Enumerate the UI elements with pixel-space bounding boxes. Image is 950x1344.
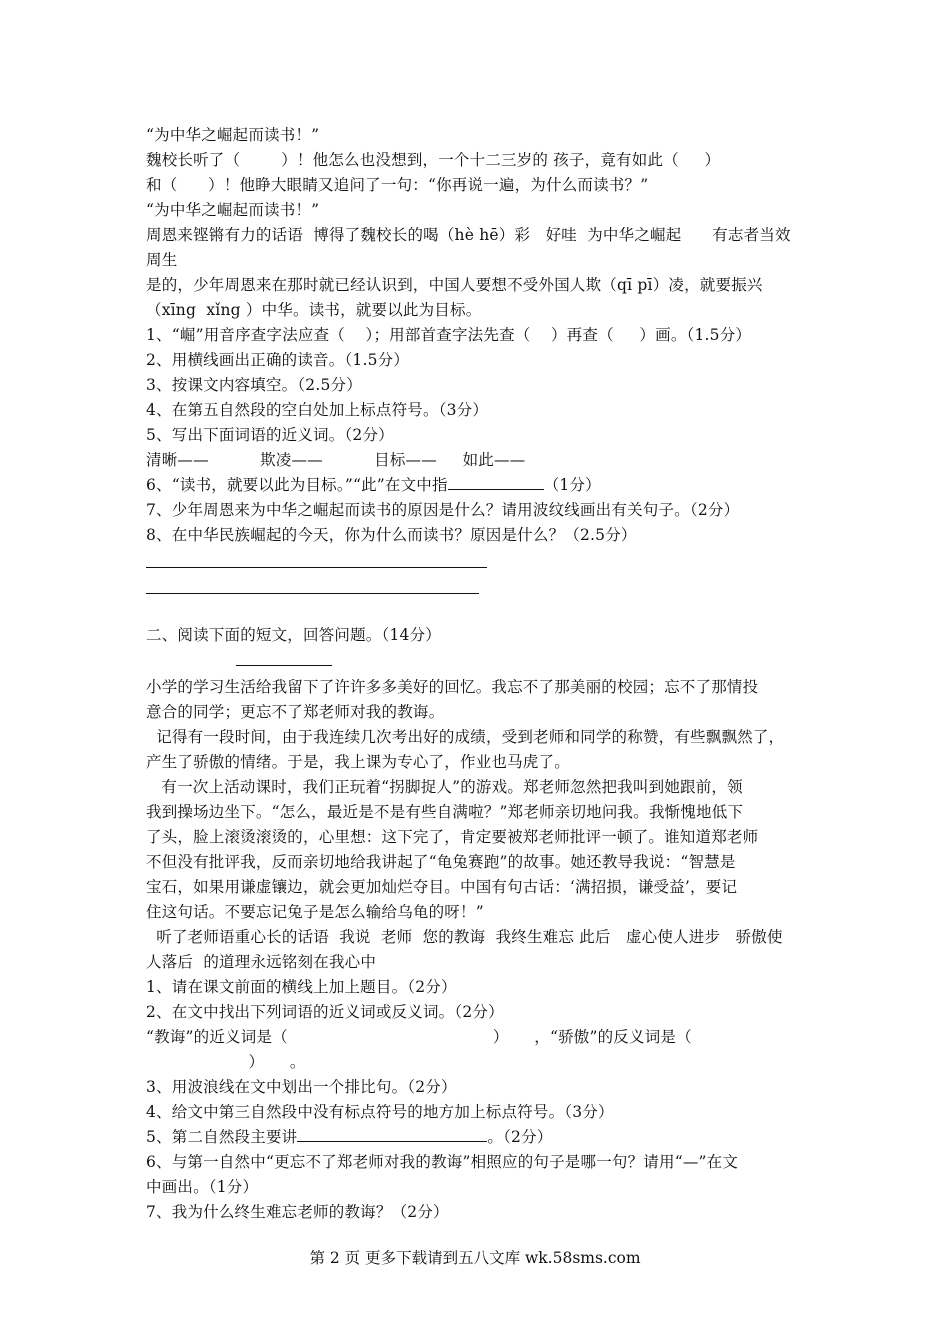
- s2-question-2-blanks-cont: ） 。: [146, 1053, 306, 1071]
- s2-question-2-blanks: “教诲”的近义词是（ ） ，“骄傲”的反义词是（: [146, 1028, 692, 1046]
- question-3: 3、按课文内容填空。（2.5分）: [146, 376, 362, 394]
- passage-line: 周恩来铿锵有力的话语 博得了魏校长的喝（hè hē）彩 好哇 为中华之崛起 有志者当效: [146, 226, 791, 244]
- synonym-words: 清晰—— 欺凌—— 目标—— 如此——: [146, 451, 526, 469]
- title-blank[interactable]: [236, 665, 332, 666]
- s2-question-6: 6、与第一自然中“更忘不了郑老师对我的教诲”相照应的句子是哪一句？请用“—”在文: [146, 1153, 739, 1171]
- passage-line: 小学的学习生活给我留下了许许多多美好的回忆。我忘不了那美丽的校园；忘不了那情投: [146, 678, 759, 696]
- passage-line: 住这句话。不要忘记兔子是怎么输给乌龟的呀！”: [146, 903, 484, 921]
- passage-line: 我到操场边坐下。“怎么，最近是不是有些自满啦？”郑老师亲切地问我。我惭愧地低下: [146, 803, 744, 821]
- passage-line: 听了老师语重心长的话语 我说 老师 您的教诲 我终生难忘 此后 虚心使人进步 骄傲使: [146, 928, 783, 946]
- passage-line: 产生了骄傲的情绪。于是，我上课为专心了，作业也马虎了。: [146, 753, 570, 771]
- passage-line: 魏校长听了（ ）！他怎么也没想到，一个十二三岁的 孩子，竟有如此（ ）: [146, 151, 721, 169]
- section-2-heading: 二、阅读下面的短文，回答问题。（14分）: [146, 626, 441, 644]
- passage-line: 宝石，如果用谦虚镶边，就会更加灿烂夺目。中国有句古话：‘满招损，谦受益’，要记: [146, 878, 738, 896]
- s2-question-4: 4、给文中第三自然段中没有标点符号的地方加上标点符号。（3分）: [146, 1103, 614, 1121]
- passage-line: 和（ ）！他睁大眼睛又追问了一句：“你再说一遍，为什么而读书？”: [146, 176, 649, 194]
- question-4: 4、在第五自然段的空白处加上标点符号。（3分）: [146, 401, 489, 419]
- answer-line[interactable]: [146, 593, 479, 594]
- passage-line: 了头，脸上滚烫滚烫的，心里想：这下完了，肯定要被郑老师批评一顿了。谁知道郑老师: [146, 828, 759, 846]
- answer-blank[interactable]: [448, 474, 544, 490]
- passage-line: “为中华之崛起而读书！”: [146, 201, 320, 219]
- passage-line: 记得有一段时间，由于我连续几次考出好的成绩，受到老师和同学的称赞，有些飘飘然了，: [146, 728, 785, 746]
- s2-question-7: 7、我为什么终生难忘老师的教诲？（2分）: [146, 1203, 449, 1221]
- question-5: 5、写出下面词语的近义词。（2分）: [146, 426, 394, 444]
- page-footer: 第 2 页 更多下载请到五八文库 wk.58sms.com: [309, 1249, 641, 1267]
- question-2: 2、用横线画出正确的读音。（1.5分）: [146, 351, 410, 369]
- question-1: 1、“崛”用音序查字法应查（ ）；用部首查字法先查（ ）再查（ ）画。（1.5分）: [146, 326, 752, 344]
- question-8: 8、在中华民族崛起的今天，你为什么而读书？原因是什么？（2.5分）: [146, 526, 637, 544]
- passage-line: 不但没有批评我，反而亲切地给我讲起了“龟兔赛跑”的故事。她还教导我说：“智慧是: [146, 853, 736, 871]
- question-6-prefix: 6、“读书，就要以此为目标。”“此”在文中指: [146, 476, 448, 494]
- answer-blank[interactable]: [297, 1126, 487, 1142]
- s2-question-1: 1、请在课文前面的横线上加上题目。（2分）: [146, 978, 457, 996]
- question-6: [146, 474, 601, 496]
- s2-question-6-cont: 中画出。（1分）: [146, 1178, 259, 1196]
- passage-line: 有一次上活动课时，我们正玩着“拐脚捉人”的游戏。郑老师忽然把我叫到她跟前，领: [146, 778, 743, 796]
- s2-question-5: [146, 1126, 553, 1148]
- passage-line: 周生: [146, 251, 178, 269]
- s2-question-5-prefix: 5、第二自然段主要讲: [146, 1128, 298, 1146]
- s2-question-3: 3、用波浪线在文中划出一个排比句。（2分）: [146, 1078, 457, 1096]
- answer-line[interactable]: [146, 567, 487, 568]
- s2-question-5-suffix: 。（2分）: [487, 1128, 553, 1146]
- question-6-suffix: （1分）: [543, 476, 601, 494]
- passage-line: 是的，少年周恩来在那时就已经认识到，中国人要想不受外国人欺（qī pī）凌，就要振兴: [146, 276, 763, 294]
- passage-line: 人落后 的道理永远铭刻在我心中: [146, 953, 377, 971]
- passage-line: 意合的同学；更忘不了郑老师对我的教诲。: [146, 703, 445, 721]
- question-7: 7、少年周恩来为中华之崛起而读书的原因是什么？请用波纹线画出有关句子。（2分）: [146, 501, 740, 519]
- s2-question-2: 2、在文中找出下列词语的近义词或反义词。（2分）: [146, 1003, 504, 1021]
- passage-line: （xīng xǐng ）中华。读书，就要以此为目标。: [146, 301, 482, 319]
- passage-line: “为中华之崛起而读书！”: [146, 126, 320, 144]
